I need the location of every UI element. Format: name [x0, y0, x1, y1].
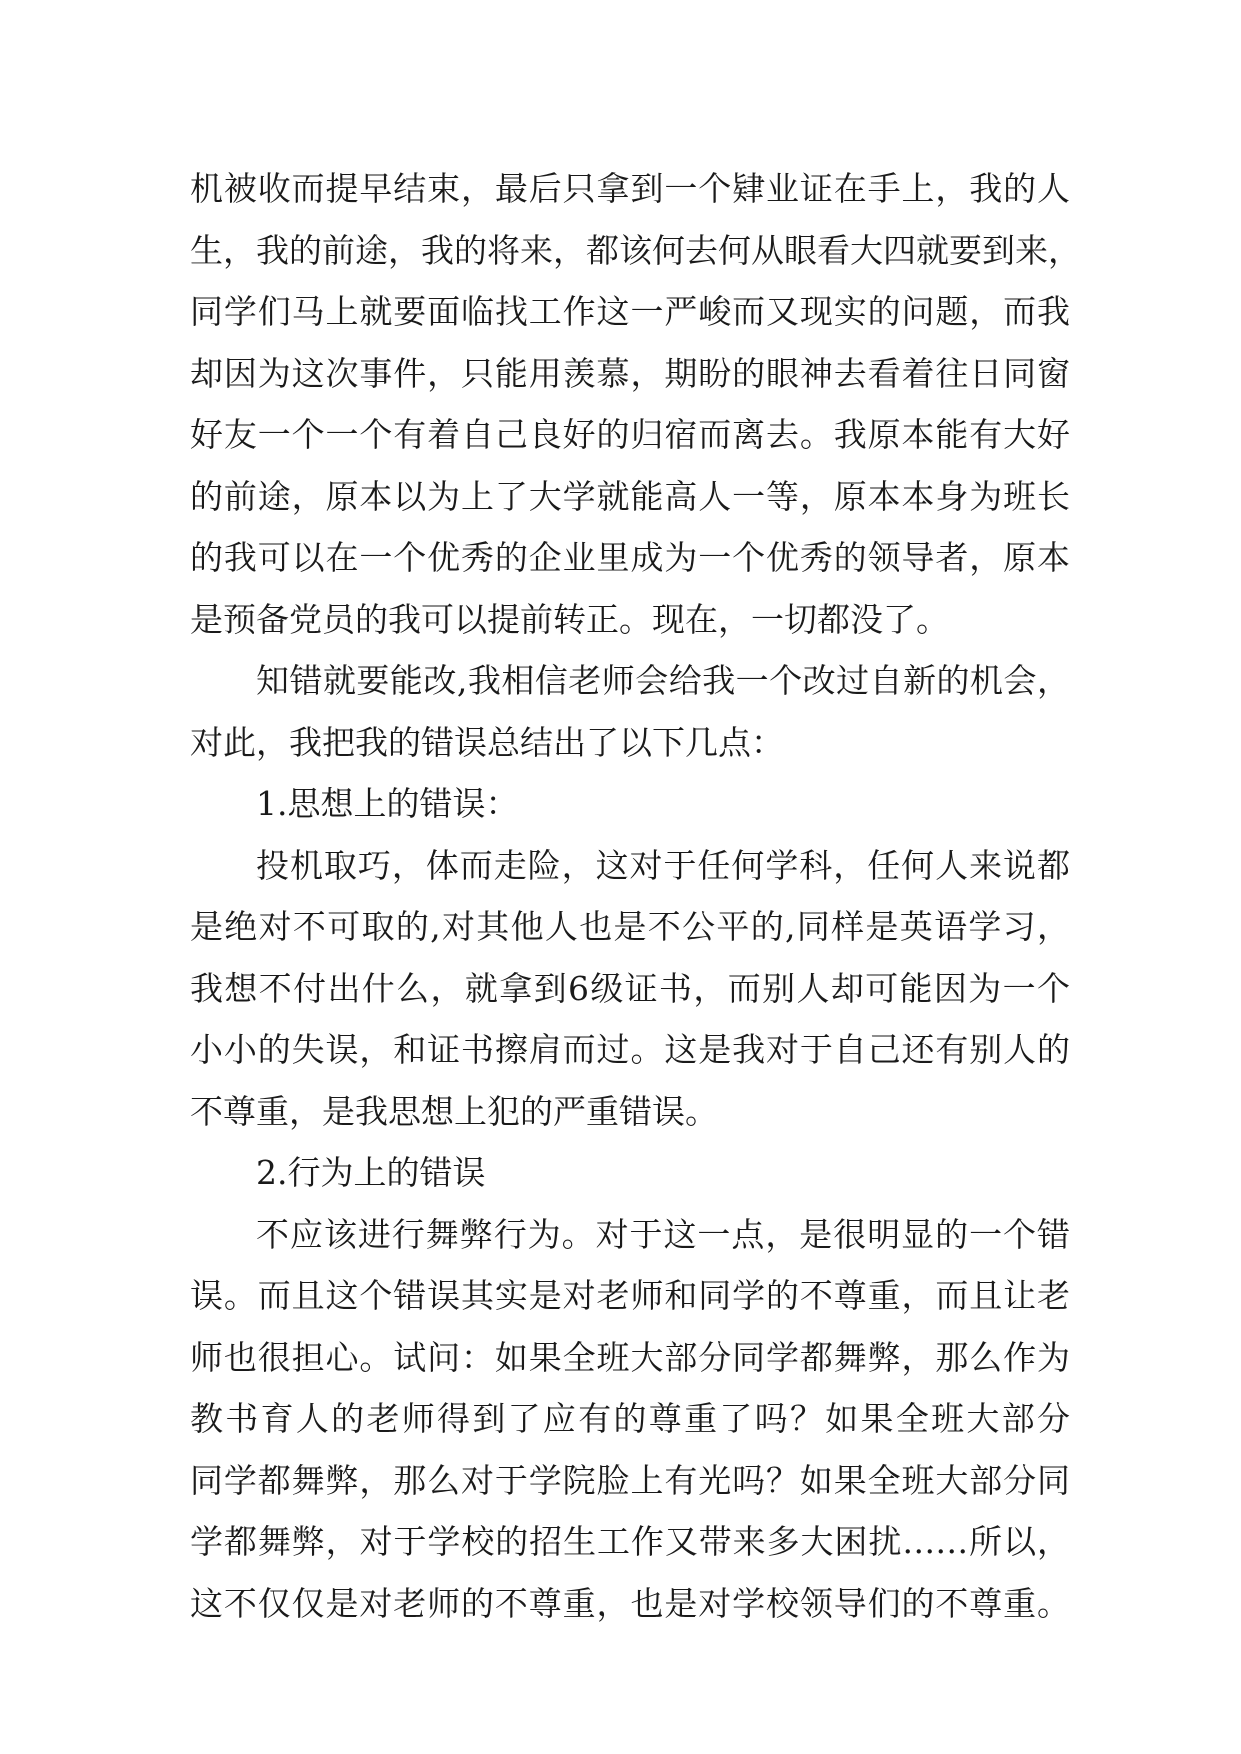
text-line: 投机取巧，体而走险，这对于任何学科，任何人来说都	[256, 845, 1070, 885]
text-line: 同学们马上就要面临找工作这一严峻而又现实的问题，而我	[190, 292, 1070, 331]
section-heading	[190, 773, 1070, 835]
text-line: 却因为这次事件，只能用羡慕，期盼的眼神去看着往日同窗	[190, 353, 1070, 393]
text-line: 同学都舞弊，那么对于学院脸上有光吗？如果全班大部分同	[190, 1460, 1070, 1500]
paragraph	[190, 158, 1081, 650]
text-line: 我想不付出什么，就拿到6级证书，而别人却可能因为一个	[190, 968, 1070, 1008]
text-line: 学都舞弊，对于学校的招生工作又带来多大困扰……所以，	[190, 1522, 1070, 1561]
text-line: 1.思想上的错误：	[256, 784, 519, 823]
text-line: 小小的失误，和证书擦肩而过。这是我对于自己还有别人的	[190, 1030, 1070, 1069]
text-line: 机被收而提早结束，最后只拿到一个肄业证在手上，我的人	[190, 169, 1070, 208]
text-line: 2.行为上的错误	[256, 1153, 486, 1192]
document-body	[190, 158, 1081, 1634]
paragraph	[190, 650, 1070, 773]
paragraph	[190, 835, 1070, 1143]
text-line: 的我可以在一个优秀的企业里成为一个优秀的领导者，原本	[190, 538, 1070, 577]
text-line: 师也很担心。试问：如果全班大部分同学都舞弊，那么作为	[190, 1337, 1070, 1377]
text-line: 不应该进行舞弊行为。对于这一点，是很明显的一个错	[256, 1214, 1070, 1254]
text-line: 不尊重，是我思想上犯的严重错误。	[190, 1091, 718, 1131]
paragraph	[190, 1204, 1070, 1635]
text-line: 是预备党员的我可以提前转正。现在，一切都没了。	[190, 599, 949, 639]
text-line: 的前途，原本以为上了大学就能高人一等，原本本身为班长	[190, 476, 1070, 516]
text-line: 知错就要能改,我相信老师会给我一个改过自新的机会，	[256, 661, 1070, 700]
text-line: 误。而且这个错误其实是对老师和同学的不尊重，而且让老	[190, 1276, 1070, 1315]
text-line: 教书育人的老师得到了应有的尊重了吗？如果全班大部分	[190, 1399, 1070, 1438]
text-line: 好友一个一个有着自己良好的归宿而离去。我原本能有大好	[190, 415, 1070, 454]
text-line: 生，我的前途，我的将来，都该何去何从眼看大四就要到来，	[190, 230, 1081, 270]
text-line: 这不仅仅是对老师的不尊重，也是对学校领导们的不尊重。	[190, 1583, 1070, 1623]
text-line: 是绝对不可取的,对其他人也是不公平的,同样是英语学习，	[190, 907, 1070, 946]
text-line: 对此，我把我的错误总结出了以下几点：	[190, 722, 784, 762]
section-heading	[190, 1142, 1070, 1204]
